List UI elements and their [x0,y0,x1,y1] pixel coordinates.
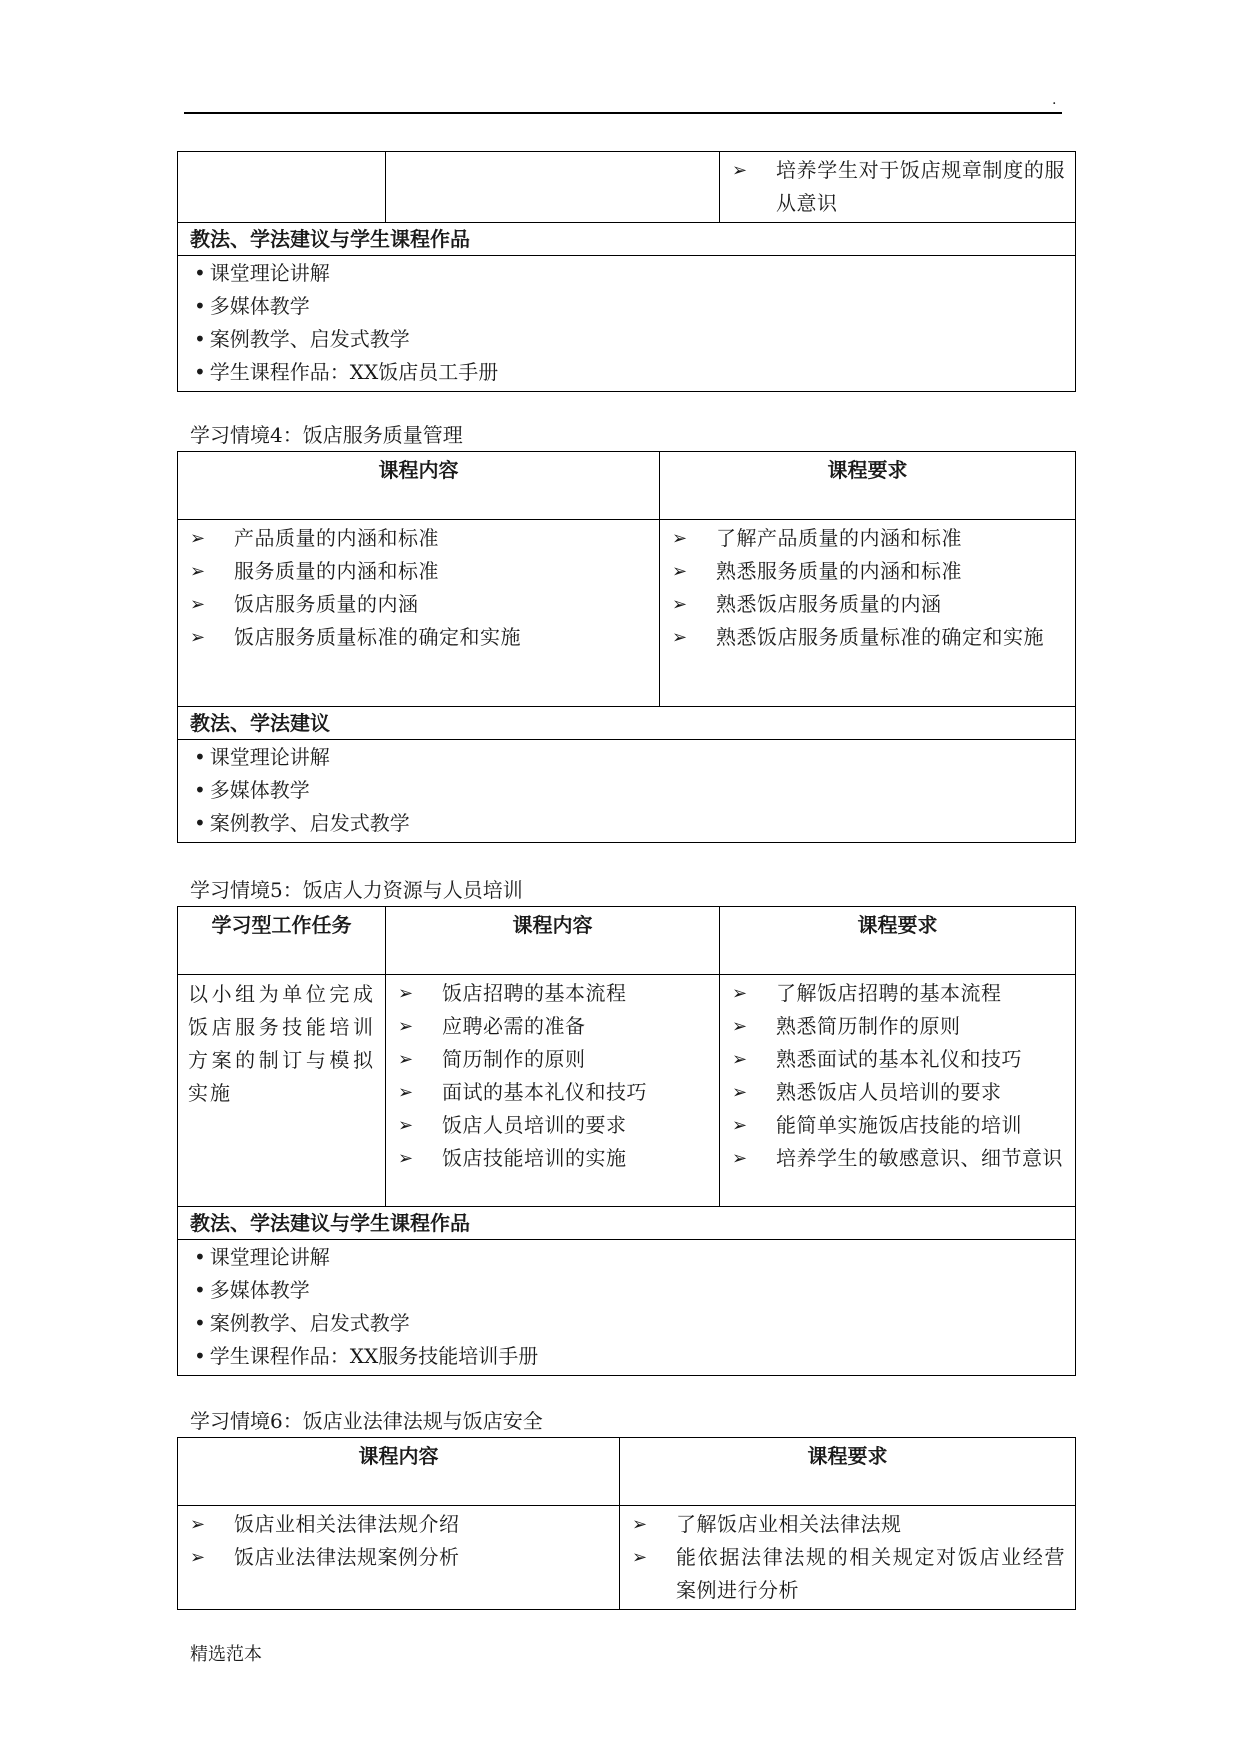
list-item: ➢ 服务质量的内涵和标准 [190,555,649,588]
section5-table [177,906,1076,1376]
list-item: ➢ 应聘必需的准备 [398,1010,709,1043]
methods-header: 教法、学法建议 [178,707,1076,740]
list-item: ➢ 饭店服务质量的内涵 [190,588,649,621]
list-item: ➢ 熟悉饭店服务质量的内涵 [672,588,1065,621]
methods-cell [178,1240,1076,1376]
list-item: ➢ 饭店业相关法律法规介绍 [190,1508,609,1541]
requirements-list [620,1506,1075,1609]
list-item: ➢ 熟悉服务质量的内涵和标准 [672,555,1065,588]
col-requirements-header: 课程要求 [620,1438,1076,1506]
col-task-header: 学习型工作任务 [178,907,386,975]
col-requirements-header: 课程要求 [660,452,1076,520]
list-item: ➢ 了解产品质量的内涵和标准 [672,522,1065,555]
requirements-list [720,152,1075,222]
list-item: • 课堂理论讲解 [194,1241,1075,1274]
list-item: • 学生课程作品：XX饭店员工手册 [194,356,1075,389]
methods-cell [178,256,1076,392]
content-list [178,520,659,656]
list-item: ➢ 饭店招聘的基本流程 [398,977,709,1010]
methods-cell [178,740,1076,843]
content-cell [178,1506,620,1610]
section6-title: 学习情境6：饭店业法律法规与饭店安全 [190,1409,543,1433]
list-item: ➢ 饭店服务质量标准的确定和实施 [190,621,649,654]
list-item: ➢ 培养学生的敏感意识、细节意识 [732,1142,1065,1175]
list-item: ➢ 了解饭店招聘的基本流程 [732,977,1065,1010]
content-list [386,975,719,1177]
col-content-header: 课程内容 [178,1438,620,1506]
requirements-cell [720,975,1076,1207]
list-item: • 课堂理论讲解 [194,257,1075,290]
content-cell [386,975,720,1207]
methods-list [178,740,1075,842]
header-rule [184,112,1062,114]
task-cell-empty [178,152,386,223]
list-item: ➢ 能简单实施饭店技能的培训 [732,1109,1065,1142]
requirements-cell [660,520,1076,707]
footer-text: 精选范本 [190,1644,262,1665]
list-item: ➢ 饭店业法律法规案例分析 [190,1541,609,1574]
list-item: • 学生课程作品：XX服务技能培训手册 [194,1340,1075,1373]
list-item: ➢ 了解饭店业相关法律法规 [632,1508,1065,1541]
content-list [178,1506,619,1576]
list-item: ➢ 能依据法律法规的相关规定对饭店业经营案例进行分析 [632,1541,1065,1607]
list-item: • 课堂理论讲解 [194,741,1075,774]
list-item: • 多媒体教学 [194,1274,1075,1307]
requirements-list [720,975,1075,1177]
section4-title: 学习情境4：饭店服务质量管理 [190,423,463,447]
content-cell-empty [386,152,720,223]
list-item: • 多媒体教学 [194,290,1075,323]
requirements-cell [720,152,1076,223]
list-item: • 案例教学、启发式教学 [194,807,1075,840]
list-item: ➢ 饭店人员培训的要求 [398,1109,709,1142]
header-mark: . [1052,92,1057,108]
list-item: ➢ 熟悉饭店服务质量标准的确定和实施 [672,621,1065,654]
list-item: ➢ 熟悉简历制作的原则 [732,1010,1065,1043]
task-cell: 以小组为单位完成饭店服务技能培训方案的制订与模拟实施 [178,975,386,1207]
col-content-header: 课程内容 [386,907,720,975]
content-cell [178,520,660,707]
col-requirements-header: 课程要求 [720,907,1076,975]
section3-table [177,151,1076,392]
section5-title: 学习情境5：饭店人力资源与人员培训 [190,878,523,902]
list-item: ➢ 熟悉面试的基本礼仪和技巧 [732,1043,1065,1076]
requirements-cell [620,1506,1076,1610]
section4-table [177,451,1076,843]
list-item: • 多媒体教学 [194,774,1075,807]
list-item: • 案例教学、启发式教学 [194,323,1075,356]
list-item: ➢ 产品质量的内涵和标准 [190,522,649,555]
list-item: ➢ 简历制作的原则 [398,1043,709,1076]
requirements-list [660,520,1075,656]
list-item: ➢ 培养学生对于饭店规章制度的服从意识 [732,154,1065,220]
section6-table [177,1437,1076,1610]
methods-header: 教法、学法建议与学生课程作品 [178,223,1076,256]
list-item: ➢ 饭店技能培训的实施 [398,1142,709,1175]
methods-header: 教法、学法建议与学生课程作品 [178,1207,1076,1240]
methods-list [178,1240,1075,1375]
list-item: ➢ 熟悉饭店人员培训的要求 [732,1076,1065,1109]
list-item: • 案例教学、启发式教学 [194,1307,1075,1340]
methods-list [178,256,1075,391]
col-content-header: 课程内容 [178,452,660,520]
list-item: ➢ 面试的基本礼仪和技巧 [398,1076,709,1109]
